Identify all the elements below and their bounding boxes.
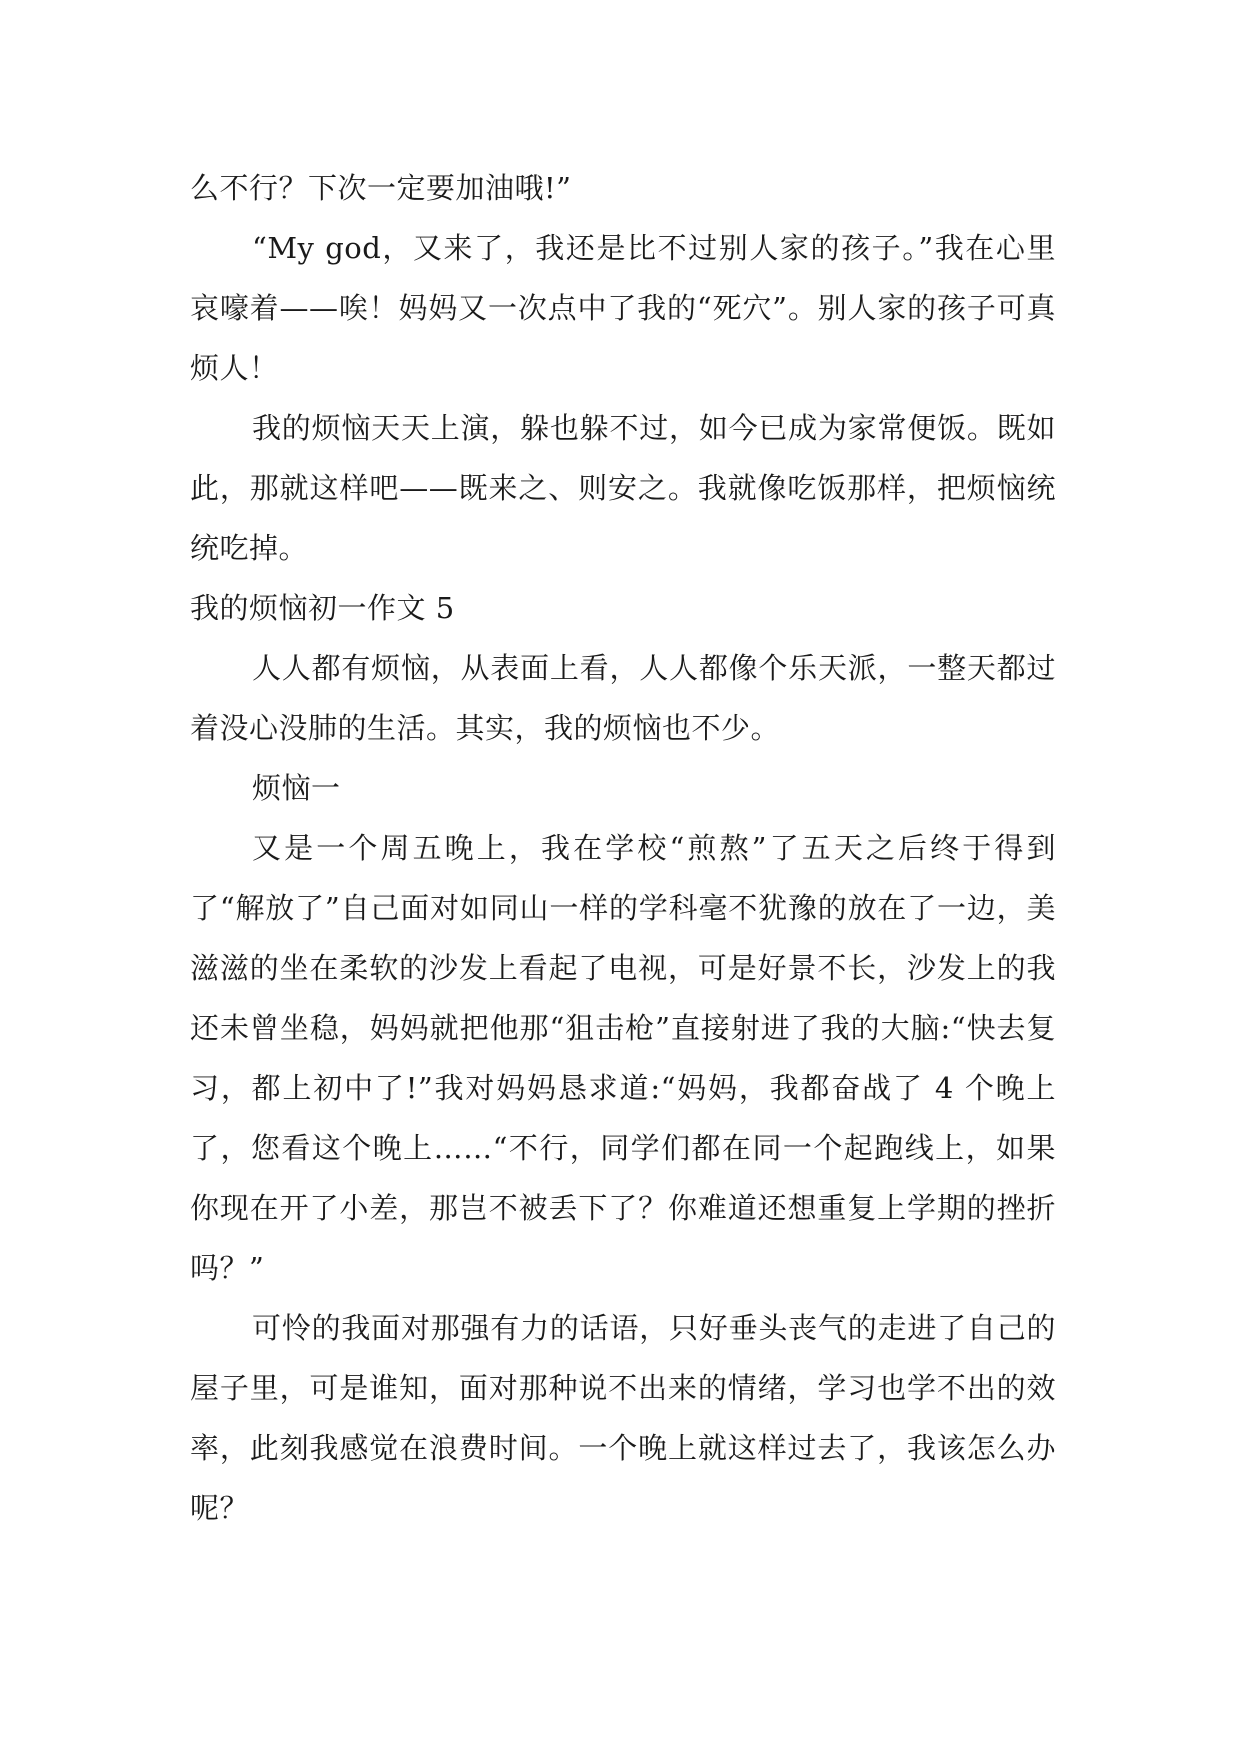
paragraph: 可怜的我面对那强有力的话语，只好垂头丧气的走进了自己的屋子里，可是谁知，面对那种说不出来的情绪，学习也学不出的效率，此刻我感觉在浪费时间。一个晚上就这样过去了，我该怎么办呢？ bbox=[190, 1311, 1056, 1525]
paragraph: 我的烦恼天天上演，躲也躲不过，如今已成为家常便饭。既如此，那就这样吧——既来之、则安之。我就像吃饭那样，把烦恼统统吃掉。 bbox=[190, 411, 1056, 565]
subheading: 烦恼一 bbox=[252, 771, 341, 805]
section-title: 我的烦恼初一作文 5 bbox=[190, 591, 455, 625]
paragraph: 又是一个周五晚上，我在学校“煎熬”了五天之后终于得到了“解放了”自己面对如同山一样的学科毫不犹豫的放在了一边，美滋滋的坐在柔软的沙发上看起了电视，可是好景不长，沙发上的我还未曾坐稳，妈妈就把他那“狙击枪”直接射进了我的大脑:“快去复习，都上初中了!”我对妈妈恳求道:“妈妈，我都奋战了 4 个晚上了，您看这个晚上……“不行，同学们都在同一个起跑线上，如果你现在开了小差，那岂不被丢下了？你难道还想重复上学期的挫折吗？” bbox=[190, 831, 1056, 1285]
paragraph-continuation: 么不行？下次一定要加油哦!” bbox=[190, 171, 572, 205]
paragraph: “My god，又来了，我还是比不过别人家的孩子。”我在心里哀嚎着——唉！妈妈又一次点中了我的“死穴”。别人家的孩子可真烦人！ bbox=[190, 231, 1056, 385]
document-page bbox=[190, 158, 1056, 1538]
paragraph: 人人都有烦恼，从表面上看，人人都像个乐天派，一整天都过着没心没肺的生活。其实，我的烦恼也不少。 bbox=[190, 651, 1056, 745]
